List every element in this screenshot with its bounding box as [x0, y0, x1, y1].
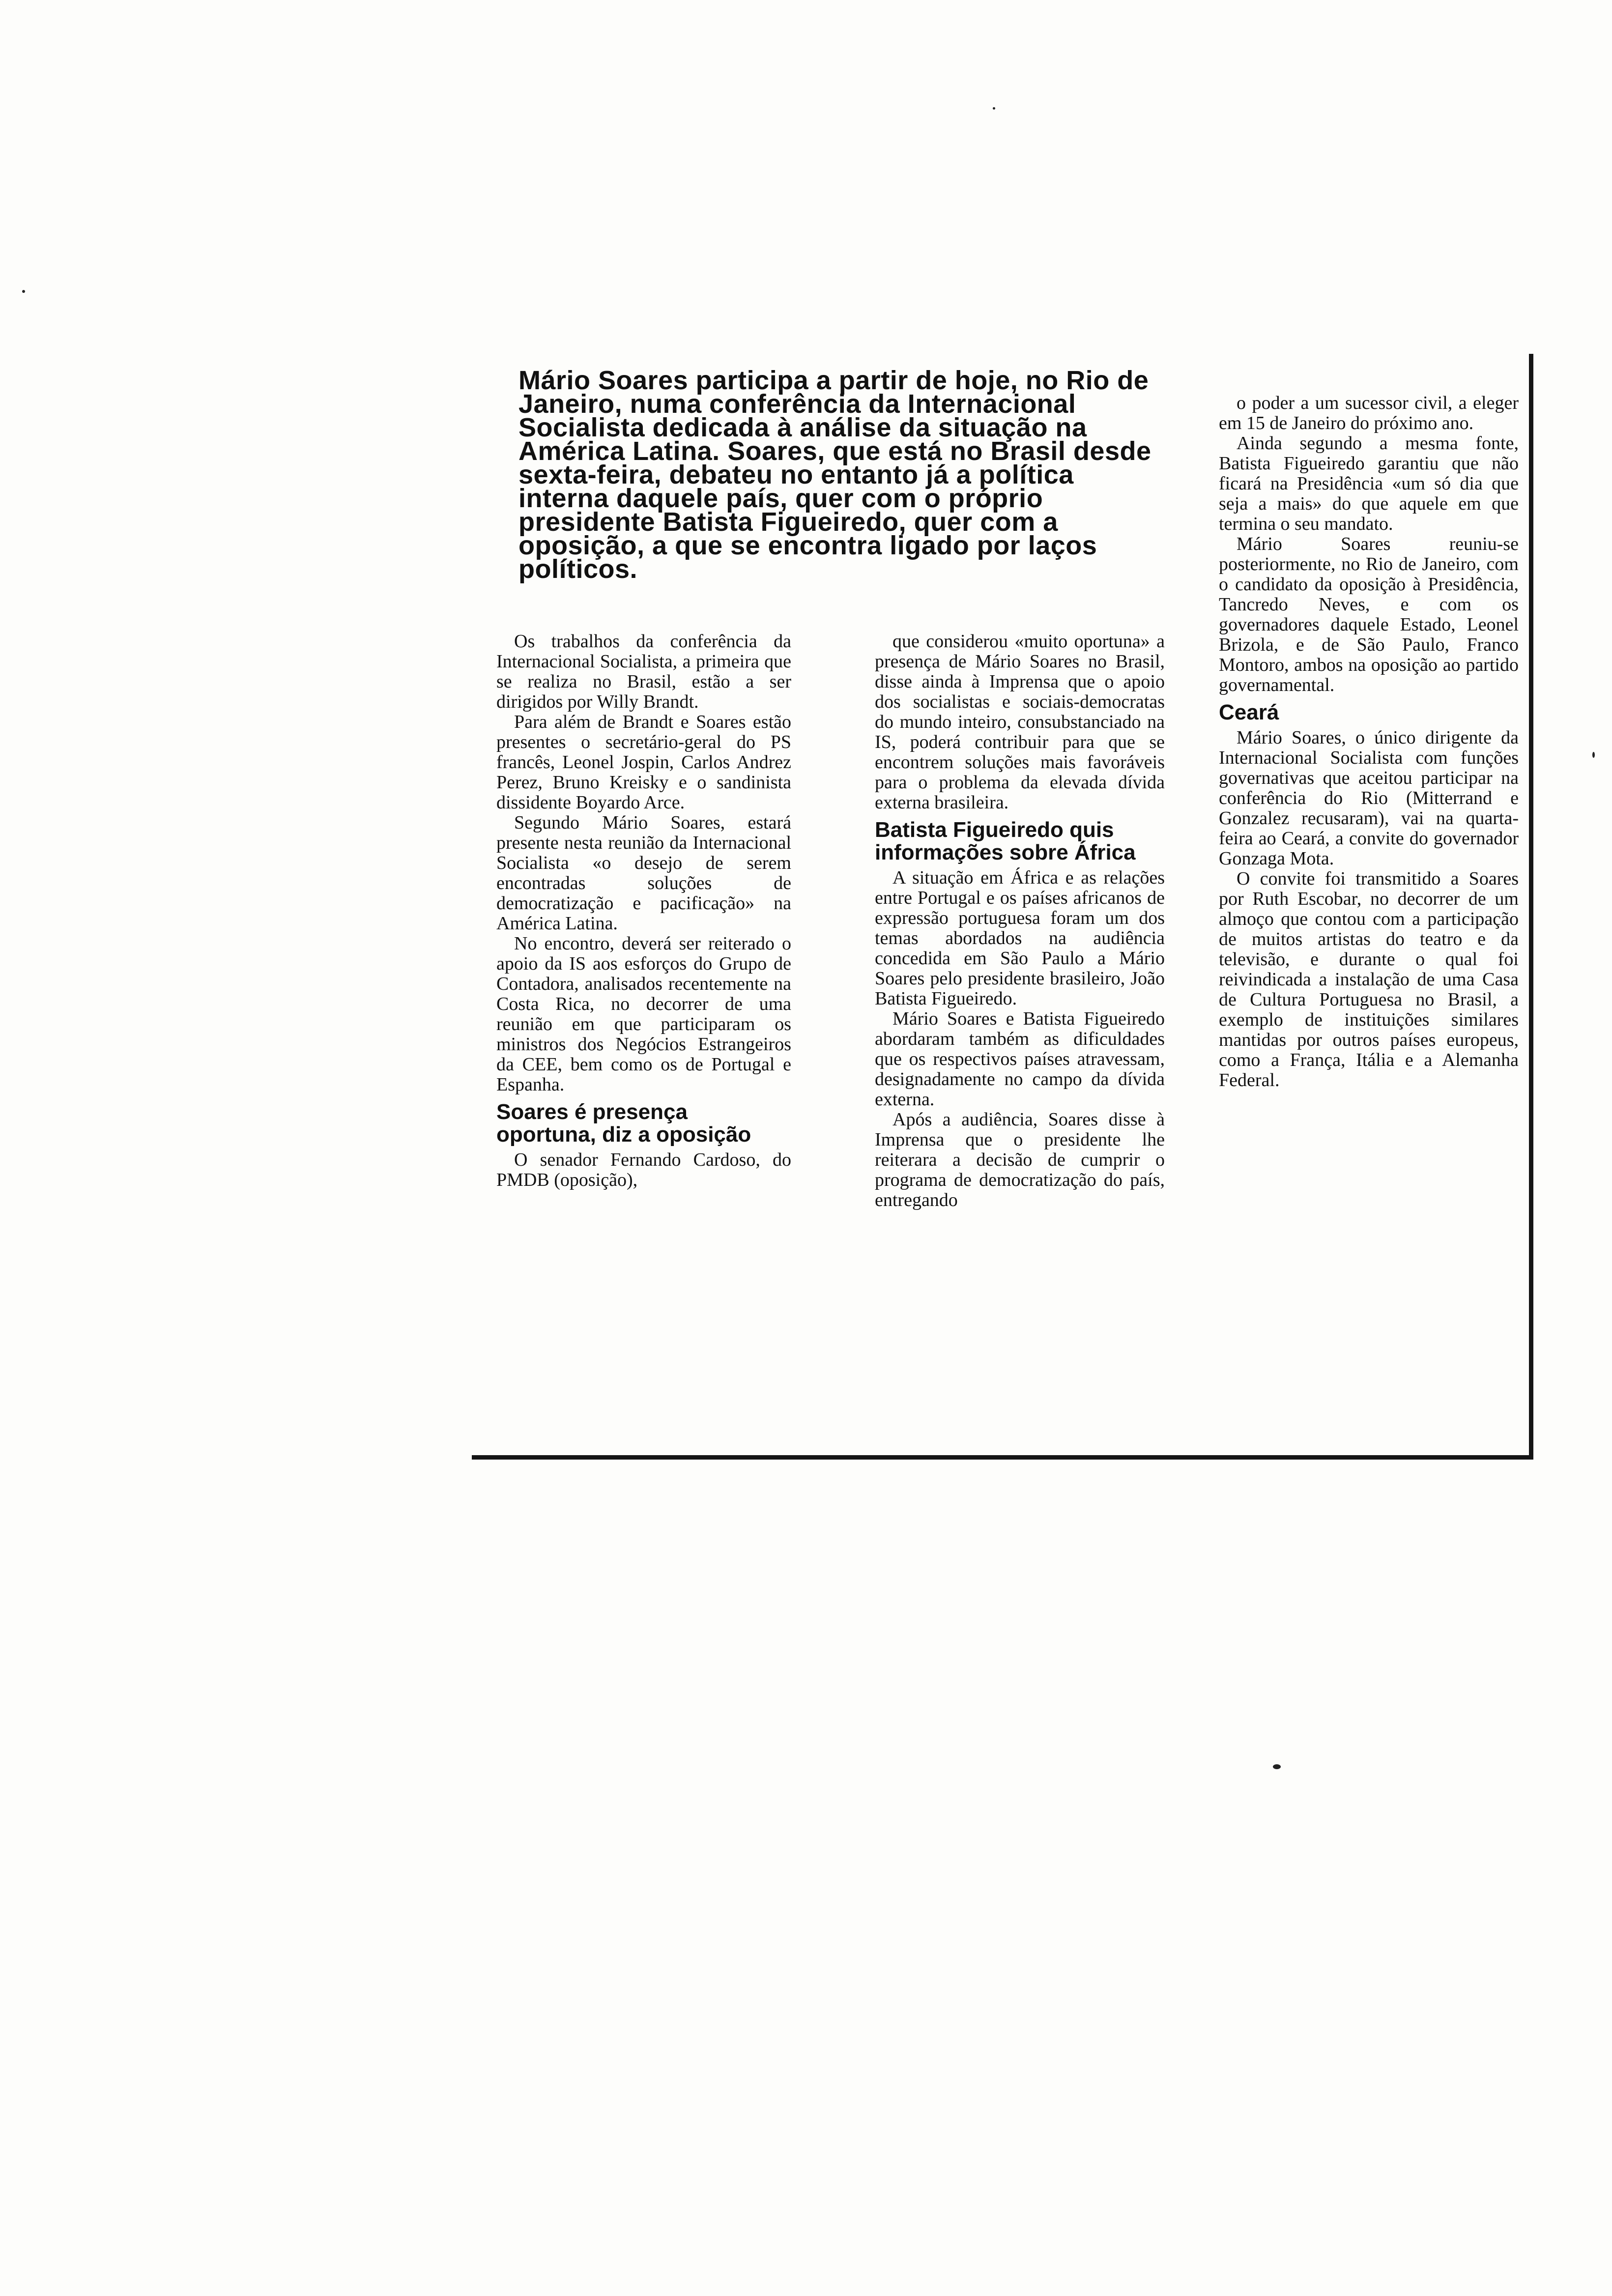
paragraph: Mário Soares reuniu-se posteriormente, no Rio de Janeiro, com o candidato da oposição à Presidência, Tancredo Neves, e com os governadores daquele Estado, Leonel Brizola, e de São Paulo, Franco Montoro, ambos na oposição ao partido governamental. — [1219, 534, 1519, 695]
scan-speck — [993, 107, 995, 110]
paragraph: que considerou «muito oportuna» a presença de Mário Soares no Brasil, disse ainda à Imprensa que o apoio dos socialistas e sociais-democratas do mundo inteiro, consubstanciado na IS, poderá contribuir para que se encontrem soluções mais favoráveis para o problema da elevada dívida externa brasileira. — [875, 631, 1165, 813]
column-middle — [875, 631, 1165, 1210]
scan-speck — [1273, 1764, 1281, 1769]
paragraph: Mário Soares e Batista Figueiredo abordaram também as dificuldades que os respectivos países atravessam, designadamente no campo da dívida externa. — [875, 1008, 1165, 1110]
paragraph: Ainda segundo a mesma fonte, Batista Figueiredo garantiu que não ficará na Presidência «um só dia que seja a mais» do que aquele em que termina o seu mandato. — [1219, 433, 1519, 534]
section-heading: Batista Figueiredo quis informações sobre África — [875, 818, 1136, 864]
column-right — [1219, 393, 1519, 1091]
paragraph: O senador Fernando Cardoso, do PMDB (oposição), — [496, 1149, 791, 1190]
paragraph: o poder a um sucessor civil, a eleger em 15 de Janeiro do próximo ano. — [1219, 393, 1519, 433]
paragraph: A situação em África e as relações entre Portugal e os países africanos de expressão portuguesa foram um dos temas abordados na audiência concedida em São Paulo a Mário Soares pelo presidente brasileiro, João Batista Figueiredo. — [875, 867, 1165, 1009]
scan-speck — [22, 290, 25, 293]
paragraph: Mário Soares, o único dirigente da Internacional Socialista com funções governativas que aceitou participar na conferência do Rio (Mitterrand e Gonzalez recusaram), vai na quarta-feira ao Ceará, a convite do governador Gonzaga Mota. — [1219, 727, 1519, 869]
paragraph: No encontro, deverá ser reiterado o apoio da IS aos esforços do Grupo de Contadora, analisados recentemente na Costa Rica, no decorrer de uma reunião em que participaram os ministros dos Negócios Estrangeiros da CEE, bem como os de Portugal e Espanha. — [496, 933, 791, 1095]
section-heading: Soares é presença oportuna, diz a oposição — [496, 1100, 751, 1147]
article-lead: Mário Soares participa a partir de hoje, no Rio de Janeiro, numa conferência da Internacional Socialista dedicada à análise da situação na América Latina. Soares, que está no Brasil desde sexta-feira, debateu no entanto já a política interna daquele país, quer com o próprio presidente Batista Figueiredo, quer com a oposição, a que se encontra ligado por laços políticos. — [518, 366, 1151, 584]
section-heading: Ceará — [1219, 700, 1279, 724]
newspaper-clipping — [472, 354, 1533, 1460]
paragraph: Os trabalhos da conferência da Internacional Socialista, a primeira que se realiza no Brasil, estão a ser dirigidos por Willy Brandt. — [496, 631, 791, 712]
column-left — [496, 631, 791, 1190]
scan-speck — [1592, 752, 1595, 758]
paragraph: O convite foi transmitido a Soares por Ruth Escobar, no decorrer de um almoço que contou com a participação de muitos artistas do teatro e da televisão, e durante o qual foi reivindicada a instalação de uma Casa de Cultura Portuguesa no Brasil, a exemplo de instituições similares mantidas por outros países europeus, como a França, Itália e a Alemanha Federal. — [1219, 868, 1519, 1091]
paragraph: Segundo Mário Soares, estará presente nesta reunião da Internacional Socialista «o desejo de serem encontradas soluções de democratização e pacificação» na América Latina. — [496, 812, 791, 934]
paragraph: Após a audiência, Soares disse à Imprensa que o presidente lhe reiterara a decisão de cumprir o programa de democratização do país, entregando — [875, 1109, 1165, 1210]
paragraph: Para além de Brandt e Soares estão presentes o secretário-geral do PS francês, Leonel Jospin, Carlos Andrez Perez, Bruno Kreisky e o sandinista dissidente Boyardo Arce. — [496, 712, 791, 813]
